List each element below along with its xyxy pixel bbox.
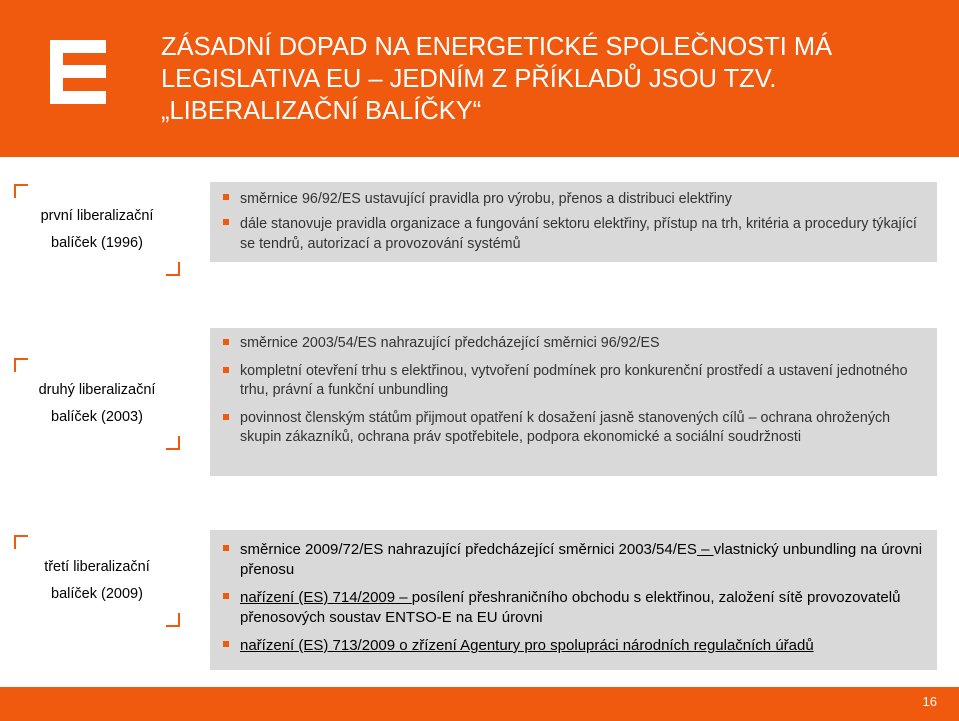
title-line-1: ZÁSADNÍ DOPAD NA ENERGETICKÉ SPOLEČNOSTI MÁ: [161, 33, 833, 61]
bracket-corner: [166, 262, 180, 276]
title-line-3: „LIBERALIZAČNÍ BALÍČKY“: [161, 97, 482, 125]
package-label-line: první liberalizační: [40, 208, 154, 224]
bracket-corner: [14, 358, 28, 372]
page-number: 16: [922, 694, 937, 709]
package-label-2003: [22, 366, 172, 442]
underlined-dash: –: [395, 589, 412, 606]
bracket-corner: [166, 436, 180, 450]
bullet-item: [240, 588, 923, 627]
bullet-item: směrnice 2003/54/ES nahrazující předcházející směrnici 96/92/ES: [240, 334, 923, 354]
package-label-line: druhý liberalizační: [38, 382, 156, 398]
package-label-1996: [22, 192, 172, 268]
underlined-text: nařízení (ES) 714/2009: [240, 589, 396, 606]
underlined-text: nařízení (ES) 713/2009 o zřízení Agentury pro spolupráci národních regulačních úřadů: [240, 637, 814, 654]
cez-logo-icon: [50, 40, 106, 104]
bullet-item: směrnice 96/92/ES ustavující pravidla pro výrobu, přenos a distribuci elektřiny: [240, 189, 923, 209]
bracket-corner: [166, 613, 180, 627]
package-details-1996: [210, 182, 937, 262]
bracket-corner: [14, 535, 28, 549]
bracket-corner: [14, 184, 28, 198]
bullet-text: vlastnický unbundling na úrovni přenosu: [240, 541, 923, 578]
slide-header: [0, 0, 959, 157]
bullet-item: dále stanovuje pravidla organizace a fungování sektoru elektřiny, přístup na trh, kritéria a procedury týkající se tendrů, autorizací a provozování systémů: [240, 214, 923, 254]
slide-footer: [0, 687, 959, 721]
underlined-dash: –: [696, 541, 714, 558]
package-label-line: třetí liberalizační: [44, 559, 150, 575]
bullet-text: směrnice 2009/72/ES nahrazující předcházející směrnici 2003/54/ES: [240, 541, 697, 558]
package-label-line: balíček (2003): [51, 409, 143, 425]
title-line-2: LEGISLATIVA EU – JEDNÍM Z PŘÍKLADŮ JSOU TZV.: [161, 65, 777, 93]
package-details-2003: [210, 328, 937, 476]
bullet-item: kompletní otevření trhu s elektřinou, vytvoření podmínek pro konkurenční prostředí a ustavení jednotného trhu, právní a funkční unbundling: [240, 362, 923, 401]
package-label-line: balíček (1996): [51, 235, 143, 251]
package-label-line: balíček (2009): [51, 586, 143, 602]
package-label-2009: [22, 543, 172, 619]
slide-title: [161, 31, 941, 127]
bullet-text: posílení přeshraničního obchodu s elektřinou, založení sítě provozovatelů přenosových soustav ENTSO-E na EU úrovni: [240, 589, 901, 626]
bullet-item: [240, 636, 923, 656]
bullet-item: [240, 540, 923, 579]
bullet-item: povinnost členským státům přijmout opatření k dosažení jasně stanovených cílů – ochrana ohrožených skupin zákazníků, ochrana práv spotřebitele, podpora ekonomické a sociální soudržnosti: [240, 409, 923, 448]
package-details-2009: [210, 530, 937, 670]
